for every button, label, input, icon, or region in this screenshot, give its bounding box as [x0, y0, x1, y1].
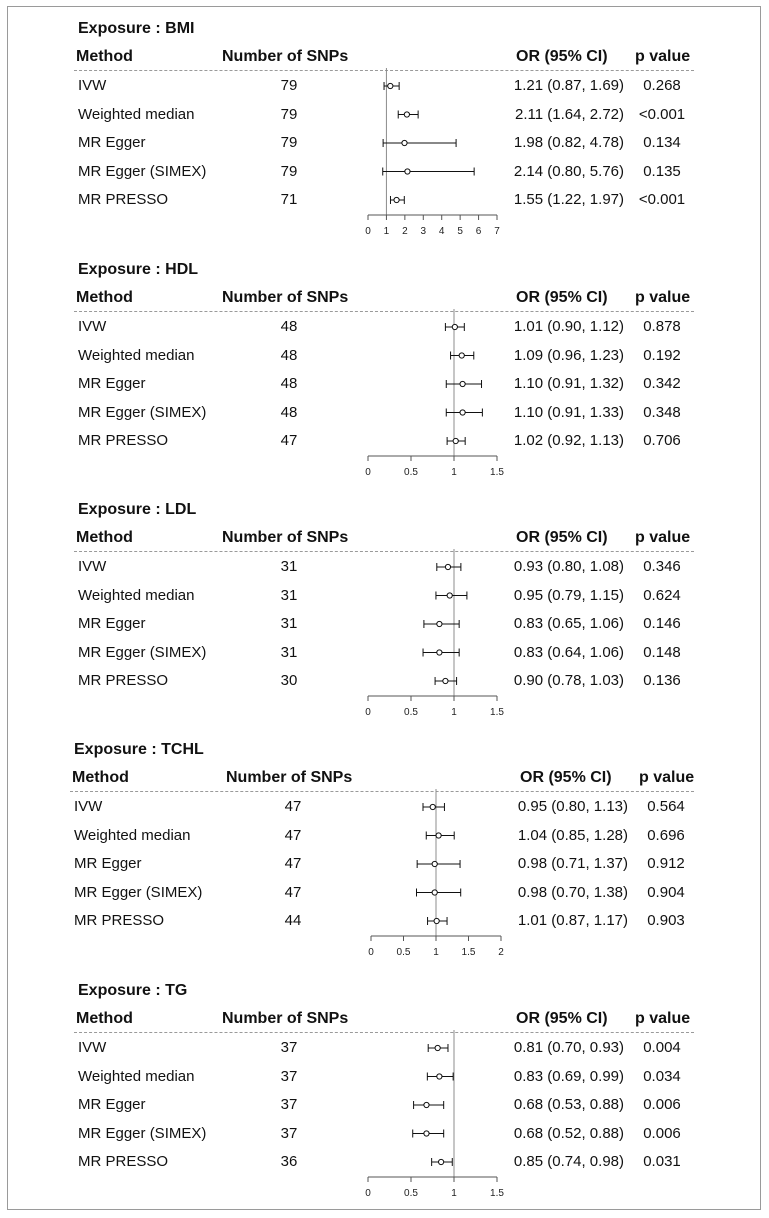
- snp-count: 37: [280, 1039, 298, 1056]
- point-estimate: [447, 593, 452, 598]
- column-header-method: Method: [76, 289, 133, 306]
- x-tick-label: 0.5: [404, 1188, 418, 1199]
- column-header-or: OR (95% CI): [516, 48, 608, 65]
- p-value: 0.348: [643, 403, 681, 421]
- point-estimate: [439, 1159, 444, 1164]
- snp-count: 31: [280, 586, 298, 604]
- or-ci-text: 0.95 (0.80, 1.13): [517, 798, 628, 815]
- or-ci-text: 0.83 (0.64, 1.06): [513, 643, 624, 661]
- method-label: MR Egger (SIMEX): [78, 162, 207, 180]
- point-estimate: [402, 140, 407, 145]
- p-value: 0.034: [643, 1067, 681, 1085]
- method-label: MR Egger (SIMEX): [74, 883, 203, 901]
- p-value: 0.192: [643, 346, 681, 364]
- or-ci-text: 0.68 (0.53, 0.88): [513, 1096, 624, 1113]
- column-header-method: Method: [76, 1010, 133, 1027]
- or-ci-text: 0.90 (0.78, 1.03): [513, 672, 624, 689]
- point-estimate: [432, 861, 437, 866]
- forest-panel: [0, 261, 769, 496]
- or-ci-text: 1.01 (0.87, 1.17): [517, 912, 628, 929]
- snp-count: 48: [280, 346, 298, 364]
- p-value: <0.001: [638, 105, 686, 123]
- method-label: MR Egger: [78, 1096, 146, 1113]
- method-label: IVW: [78, 1039, 107, 1056]
- p-value: 0.696: [647, 826, 685, 844]
- or-ci-text: 1.21 (0.87, 1.69): [513, 77, 624, 94]
- point-estimate: [437, 621, 442, 626]
- x-tick-label: 1.5: [461, 947, 476, 958]
- x-tick-label: 1.5: [490, 467, 504, 478]
- forest-plot: [0, 20, 769, 255]
- snp-count: 36: [280, 1153, 298, 1170]
- method-label: IVW: [74, 798, 103, 815]
- point-estimate: [445, 564, 450, 569]
- panel-title: Exposure : TG: [78, 982, 188, 999]
- snp-count: 79: [280, 134, 298, 151]
- snp-count: 79: [280, 77, 298, 94]
- x-tick-label: 0.5: [404, 467, 418, 478]
- or-ci-text: 1.10 (0.91, 1.33): [513, 403, 624, 421]
- x-tick-label: 1.5: [490, 707, 504, 718]
- p-value: 0.004: [643, 1039, 681, 1056]
- forest-panel: [0, 982, 769, 1217]
- forest-plot: [0, 261, 769, 496]
- p-value: 0.903: [647, 912, 685, 929]
- snp-count: 47: [284, 883, 302, 901]
- forest-panel: [0, 741, 769, 976]
- x-tick-label: 1: [451, 1188, 457, 1199]
- p-value: 0.135: [643, 162, 681, 180]
- snp-count: 47: [284, 798, 302, 815]
- p-value: 0.146: [643, 615, 681, 632]
- point-estimate: [404, 112, 409, 117]
- p-value: 0.878: [643, 318, 681, 335]
- or-ci-text: 0.68 (0.52, 0.88): [513, 1124, 624, 1142]
- point-estimate: [424, 1131, 429, 1136]
- method-label: Weighted median: [78, 105, 195, 123]
- or-ci-text: 0.98 (0.71, 1.37): [517, 855, 628, 872]
- p-value: 0.006: [643, 1096, 681, 1113]
- column-header-pvalue: p value: [635, 48, 691, 65]
- column-header-pvalue: p value: [635, 529, 691, 546]
- p-value: 0.134: [643, 134, 681, 151]
- p-value: 0.564: [647, 798, 685, 815]
- panel-title: Exposure : LDL: [78, 501, 197, 518]
- method-label: MR PRESSO: [74, 912, 165, 929]
- snp-count: 37: [280, 1067, 298, 1085]
- snp-count: 31: [280, 615, 298, 632]
- p-value: <0.001: [638, 191, 686, 208]
- snp-count: 37: [280, 1096, 298, 1113]
- p-value: 0.912: [647, 855, 685, 872]
- point-estimate: [424, 1102, 429, 1107]
- snp-count: 48: [280, 403, 298, 421]
- p-value: 0.624: [643, 586, 681, 604]
- x-tick-label: 5: [457, 226, 463, 237]
- point-estimate: [443, 678, 448, 683]
- method-label: MR PRESSO: [78, 191, 169, 208]
- column-header-pvalue: p value: [639, 769, 695, 786]
- p-value: 0.342: [643, 375, 681, 392]
- snp-count: 47: [284, 826, 302, 844]
- or-ci-text: 2.11 (1.64, 2.72): [515, 105, 624, 123]
- snp-count: 79: [280, 162, 298, 180]
- x-tick-label: 2: [498, 947, 504, 958]
- forest-plot: [0, 982, 769, 1217]
- method-label: MR Egger (SIMEX): [78, 643, 207, 661]
- point-estimate: [432, 890, 437, 895]
- point-estimate: [435, 1045, 440, 1050]
- forest-panel: [0, 501, 769, 736]
- column-header-pvalue: p value: [635, 289, 691, 306]
- column-header-or: OR (95% CI): [516, 289, 608, 306]
- point-estimate: [437, 1074, 442, 1079]
- point-estimate: [405, 169, 410, 174]
- method-label: MR Egger: [78, 615, 146, 632]
- column-header-pvalue: p value: [635, 1010, 691, 1027]
- x-tick-label: 2: [402, 226, 408, 237]
- x-tick-label: 0: [368, 947, 374, 958]
- point-estimate: [460, 381, 465, 386]
- x-tick-label: 0.5: [404, 707, 418, 718]
- point-estimate: [394, 197, 399, 202]
- column-header-snps: Number of SNPs: [222, 1010, 349, 1027]
- method-label: MR Egger: [74, 855, 142, 872]
- method-label: MR Egger (SIMEX): [78, 403, 207, 421]
- x-tick-label: 1: [383, 226, 390, 237]
- x-tick-label: 0: [365, 226, 371, 237]
- snp-count: 47: [280, 432, 298, 449]
- or-ci-text: 1.04 (0.85, 1.28): [517, 826, 628, 844]
- or-ci-text: 0.85 (0.74, 0.98): [513, 1153, 624, 1170]
- or-ci-text: 1.98 (0.82, 4.78): [513, 134, 624, 151]
- p-value: 0.904: [647, 883, 685, 901]
- method-label: MR PRESSO: [78, 1153, 169, 1170]
- x-tick-label: 0: [365, 467, 371, 478]
- column-header-method: Method: [72, 769, 129, 786]
- method-label: IVW: [78, 318, 107, 335]
- snp-count: 47: [284, 855, 302, 872]
- or-ci-text: 0.93 (0.80, 1.08): [513, 558, 624, 575]
- column-header-or: OR (95% CI): [516, 529, 608, 546]
- point-estimate: [436, 833, 441, 838]
- column-header-method: Method: [76, 529, 133, 546]
- forest-panel: [0, 20, 769, 255]
- panel-title: Exposure : HDL: [78, 261, 199, 278]
- or-ci-text: 1.10 (0.91, 1.32): [513, 375, 624, 392]
- method-label: MR PRESSO: [78, 672, 169, 689]
- panel-title: Exposure : BMI: [78, 20, 195, 37]
- method-label: Weighted median: [78, 586, 195, 604]
- column-header-snps: Number of SNPs: [222, 529, 349, 546]
- column-header-or: OR (95% CI): [516, 1010, 608, 1027]
- forest-plot: [0, 741, 769, 976]
- column-header-or: OR (95% CI): [520, 769, 612, 786]
- method-label: MR Egger: [78, 375, 146, 392]
- column-header-snps: Number of SNPs: [222, 48, 349, 65]
- point-estimate: [452, 324, 457, 329]
- column-header-snps: Number of SNPs: [226, 769, 353, 786]
- x-tick-label: 1: [433, 947, 439, 958]
- method-label: IVW: [78, 558, 107, 575]
- or-ci-text: 2.14 (0.80, 5.76): [513, 162, 624, 180]
- x-tick-label: 1: [451, 467, 457, 478]
- point-estimate: [388, 83, 393, 88]
- point-estimate: [460, 410, 465, 415]
- snp-count: 48: [280, 375, 298, 392]
- snp-count: 31: [280, 643, 298, 661]
- or-ci-text: 0.95 (0.79, 1.15): [513, 586, 624, 604]
- method-label: MR Egger: [78, 134, 146, 151]
- snp-count: 37: [280, 1124, 298, 1142]
- x-tick-label: 3: [420, 226, 427, 237]
- or-ci-text: 1.09 (0.96, 1.23): [513, 346, 624, 364]
- forest-plot: [0, 501, 769, 736]
- method-label: MR Egger (SIMEX): [78, 1124, 207, 1142]
- point-estimate: [430, 804, 435, 809]
- p-value: 0.031: [643, 1153, 681, 1170]
- snp-count: 44: [284, 912, 302, 929]
- or-ci-text: 0.83 (0.65, 1.06): [513, 615, 624, 632]
- x-tick-label: 0: [365, 1188, 371, 1199]
- p-value: 0.148: [643, 643, 681, 661]
- or-ci-text: 1.01 (0.90, 1.12): [513, 318, 624, 335]
- or-ci-text: 0.83 (0.69, 0.99): [513, 1067, 624, 1085]
- method-label: MR PRESSO: [78, 432, 169, 449]
- point-estimate: [437, 650, 442, 655]
- method-label: Weighted median: [74, 826, 191, 844]
- p-value: 0.268: [643, 77, 681, 94]
- method-label: Weighted median: [78, 1067, 195, 1085]
- p-value: 0.346: [643, 558, 681, 575]
- point-estimate: [434, 918, 439, 923]
- x-tick-label: 7: [494, 226, 500, 237]
- x-tick-label: 6: [475, 226, 482, 237]
- panel-title: Exposure : TCHL: [74, 741, 204, 758]
- p-value: 0.136: [643, 672, 681, 689]
- or-ci-text: 0.81 (0.70, 0.93): [513, 1039, 624, 1056]
- x-tick-label: 0: [365, 707, 371, 718]
- snp-count: 79: [280, 105, 298, 123]
- x-tick-label: 1: [451, 707, 457, 718]
- or-ci-text: 0.98 (0.70, 1.38): [517, 883, 628, 901]
- column-header-snps: Number of SNPs: [222, 289, 349, 306]
- or-ci-text: 1.02 (0.92, 1.13): [513, 432, 624, 449]
- x-tick-label: 0.5: [396, 947, 411, 958]
- method-label: Weighted median: [78, 346, 195, 364]
- p-value: 0.006: [643, 1124, 681, 1142]
- snp-count: 31: [280, 558, 298, 575]
- snp-count: 48: [280, 318, 298, 335]
- p-value: 0.706: [643, 432, 681, 449]
- point-estimate: [459, 353, 464, 358]
- x-tick-label: 1.5: [490, 1188, 504, 1199]
- or-ci-text: 1.55 (1.22, 1.97): [513, 191, 624, 208]
- point-estimate: [453, 438, 458, 443]
- method-label: IVW: [78, 77, 107, 94]
- column-header-method: Method: [76, 48, 133, 65]
- x-tick-label: 4: [438, 226, 445, 237]
- snp-count: 30: [280, 672, 298, 689]
- snp-count: 71: [280, 191, 298, 208]
